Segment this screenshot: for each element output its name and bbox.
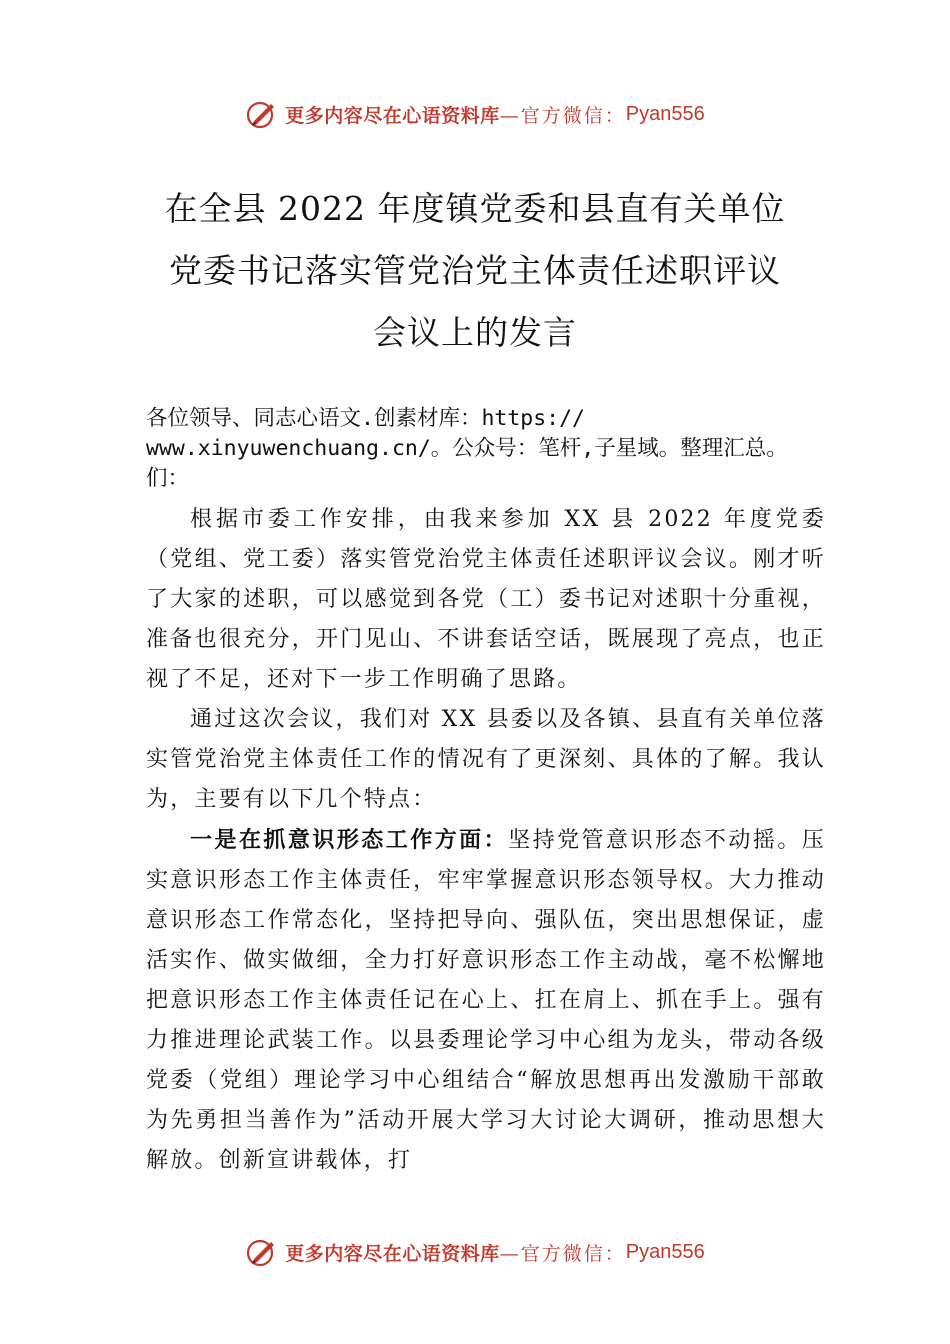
banner-brand-text: 更多内容尽在心语资料库 <box>285 104 500 127</box>
header-banner <box>0 96 950 132</box>
brush-logo-icon <box>245 97 279 131</box>
salutation: 各位领导、同志心语文.创素材库：https:// www.xinyuwenchuang.cn/。公众号：笔杆,子星域。整理汇总。 们： <box>146 406 788 491</box>
title-line-1: 在全县 2022 年度镇党委和县直有关单位 <box>164 189 786 228</box>
paragraph-3-lead: 一是在抓意识形态工作方面： <box>190 827 509 853</box>
paragraph-3-text: 坚持党管意识形态不动摇。压实意识形态工作主体责任，牢牢掌握意识形态领导权。大力推动意识形态工作常态化，坚持把导向、强队伍，突出思想保证，虚活实作、做实做细，全力打好意识形态工作主动战，毫不松懈地把意识形态工作主体责任记在心上、扛在肩上、抓在手上。强有力推进理论武装工作。以县委理论学习中心组为龙头，带动各级党委（党组）理论学习中心组结合“解放思想再出发激励干部敢为先勇担当善作为”活动开展大学习大讨论大调研，推动思想大解放。创新宣讲载体，打 <box>146 828 826 1173</box>
title-line-3: 会议上的发言 <box>373 313 577 352</box>
paragraph-2: 通过这次会议，我们对 XX 县委以及各镇、县直有关单位落实管党治党主体责任工作的情况有了更深刻、具体的了解。我认为，主要有以下几个特点： <box>146 707 826 812</box>
banner-wechat-label: —官方微信： <box>499 104 626 127</box>
banner-wechat-id: Pyan556 <box>625 1240 705 1263</box>
banner-wechat-label: —官方微信： <box>499 1242 626 1265</box>
document-title <box>0 178 950 364</box>
brush-logo-icon <box>245 1235 279 1269</box>
document-body <box>146 500 826 1181</box>
title-line-2: 党委书记落实管党治党主体责任述职评议 <box>169 251 781 290</box>
footer-banner <box>0 1234 950 1270</box>
banner-brand-text: 更多内容尽在心语资料库 <box>285 1242 500 1265</box>
paragraph-3 <box>146 820 826 1181</box>
paragraph-1: 根据市委工作安排，由我来参加 XX 县 2022 年度党委（党组、党工委）落实管党治党主体责任述职评议会议。刚才听了大家的述职，可以感觉到各党（工）委书记对述职十分重视，准备也很充分，开门见山、不讲套话空话，既展现了亮点，也正视了不足，还对下一步工作明确了思路。 <box>146 507 826 692</box>
banner-wechat-id: Pyan556 <box>625 102 705 125</box>
